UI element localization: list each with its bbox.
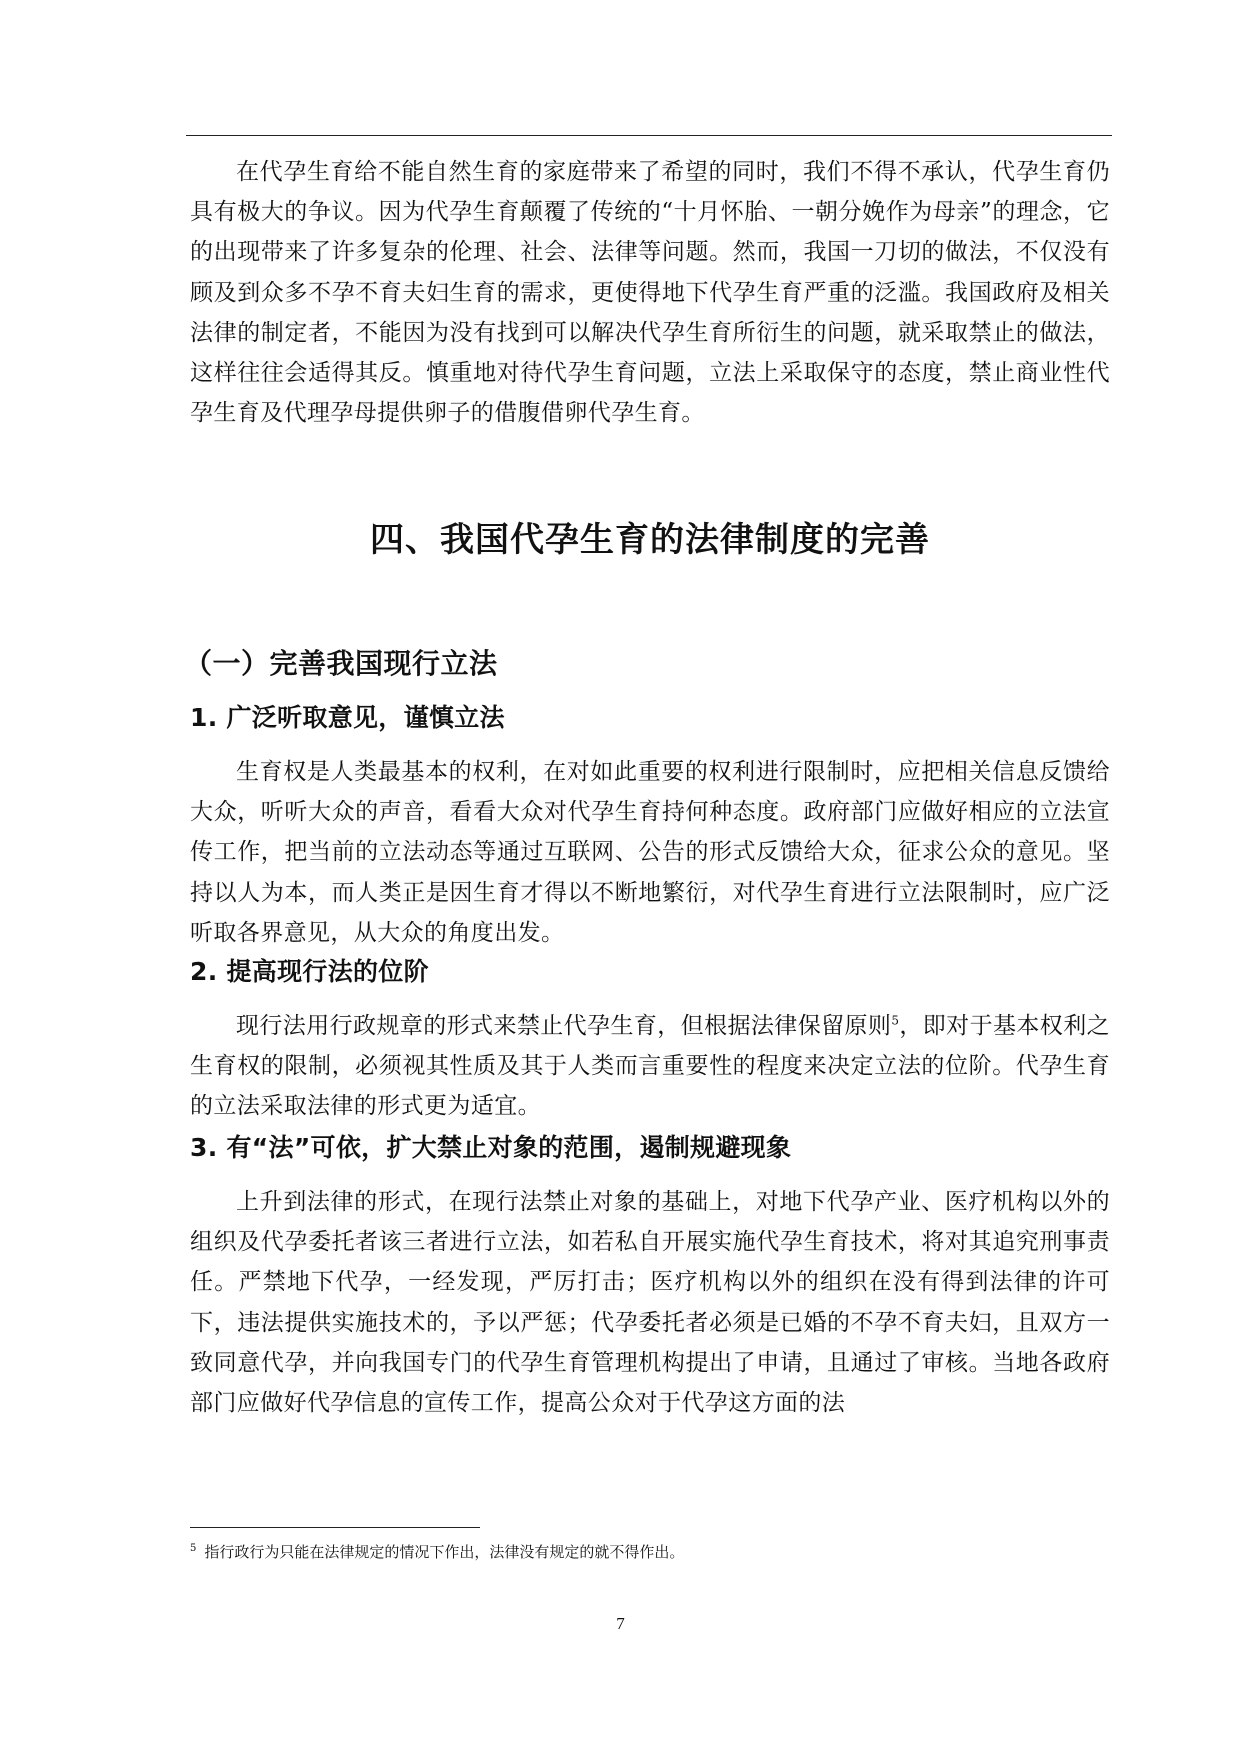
subsection-3-title: 3. 有“法”可依，扩大禁止对象的范围，遏制规避现象 xyxy=(190,1133,792,1162)
page-number: 7 xyxy=(616,1614,625,1633)
footnote-mark: 5 xyxy=(190,1543,197,1554)
section-title: （一）完善我国现行立法 xyxy=(184,647,498,680)
subsection-2-title: 2. 提高现行法的位阶 xyxy=(190,957,429,986)
footnote-rule xyxy=(190,1527,480,1528)
subsection-3-paragraph: 上升到法律的形式，在现行法禁止对象的基础上，对地下代孕产业、医疗机构以外的组织及代孕委托者该三者进行立法，如若私自开展实施代孕生育技术，将对其追究刑事责任。严禁地下代孕，一经发现，严厉打击；医疗机构以外的组织在没有得到法律的许可下，违法提供实施技术的，予以严惩；代孕委托者必须是已婚的不孕不育夫妇，且双方一致同意代孕，并向我国专门的代孕生育管理机构提出了申请，且通过了审核。当地各政府部门应做好代孕信息的宣传工作，提高公众对于代孕这方面的法 xyxy=(190,1189,1110,1417)
subsection-2-paragraph xyxy=(190,1006,1110,1127)
intro-paragraph: 在代孕生育给不能自然生育的家庭带来了希望的同时，我们不得不承认，代孕生育仍具有极大的争议。因为代孕生育颠覆了传统的“十月怀胎、一朝分娩作为母亲”的理念，它的出现带来了许多复杂的伦理、社会、法律等问题。然而，我国一刀切的做法，不仅没有顾及到众多不孕不育夫妇生育的需求，更使得地下代孕生育严重的泛滥。我国政府及相关法律的制定者，不能因为没有找到可以解决代孕生育所衍生的问题，就采取禁止的做法，这样往往会适得其反。慎重地对待代孕生育问题，立法上采取保守的态度，禁止商业性代孕生育及代理孕母提供卵子的借腹借卵代孕生育。 xyxy=(190,159,1110,427)
subsection-2-paragraph-text-b: ，即对于基本权利之生育权的限制，必须视其性质及其于人类而言重要性的程度来决定立法的位阶。代孕生育的立法采取法律的形式更为适宜。 xyxy=(190,1013,1110,1120)
header-rule xyxy=(186,135,1112,136)
chapter-title: 四、我国代孕生育的法律制度的完善 xyxy=(370,520,930,560)
subsection-1-title: 1. 广泛听取意见，谨慎立法 xyxy=(190,703,505,732)
footnote-reference[interactable]: 5 xyxy=(891,1013,900,1028)
footnote-text: 指行政行为只能在法律规定的情况下作出，法律没有规定的就不得作出。 xyxy=(204,1543,685,1561)
footnote xyxy=(190,1541,1110,1563)
subsection-1-paragraph: 生育权是人类最基本的权利，在对如此重要的权利进行限制时，应把相关信息反馈给大众，听听大众的声音，看看大众对代孕生育持何种态度。政府部门应做好相应的立法宣传工作，把当前的立法动态等通过互联网、公告的形式反馈给大众，征求公众的意见。坚持以人为本，而人类正是因生育才得以不断地繁衍，对代孕生育进行立法限制时，应广泛听取各界意见，从大众的角度出发。 xyxy=(190,759,1110,946)
subsection-2-paragraph-text-a: 现行法用行政规章的形式来禁止代孕生育，但根据法律保留原则 xyxy=(236,1013,892,1039)
